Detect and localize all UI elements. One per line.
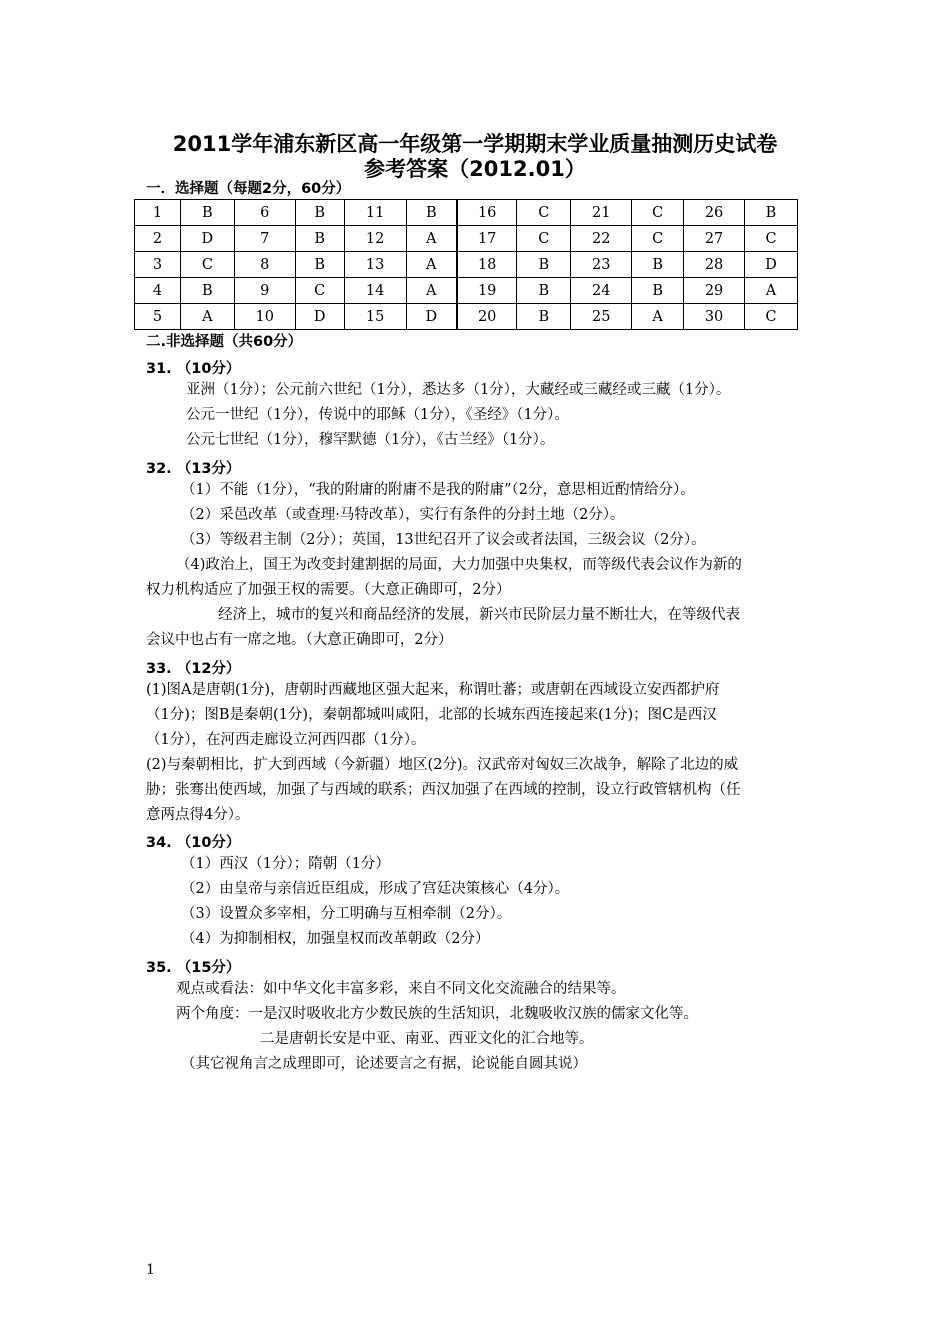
answer-cell: C <box>295 278 344 304</box>
question-number-cell: 4 <box>135 278 181 304</box>
q31-line: 公元一世纪（1分），传说中的耶稣（1分），《圣经》（1分）。 <box>186 407 569 423</box>
q32-line: 权力机构适应了加强王权的需要。（大意正确即可，2分） <box>146 582 511 598</box>
question-number-cell: 23 <box>571 252 632 278</box>
q31-heading: 31. （10分） <box>146 361 241 377</box>
q33-line: （1分)；图B是秦朝(1分)，秦朝都城叫咸阳，北部的长城东西连接起来(1分)；图C是西汉 <box>146 707 717 723</box>
question-number-cell: 30 <box>684 304 745 330</box>
answer-cell: B <box>180 278 234 304</box>
question-number-cell: 6 <box>234 200 295 226</box>
question-number-cell: 15 <box>344 304 406 330</box>
answer-cell: D <box>180 226 234 252</box>
q32-line: （2）采邑改革（或查理·马特改革），实行有条件的分封土地（2分）。 <box>181 507 625 523</box>
question-number-cell: 1 <box>135 200 181 226</box>
answer-row <box>135 304 798 330</box>
answer-cell: C <box>517 200 571 226</box>
question-number-cell: 29 <box>684 278 745 304</box>
q35-line: （其它视角言之成理即可，论述要言之有据，论说能自圆其说） <box>181 1056 587 1072</box>
question-number-cell: 5 <box>135 304 181 330</box>
q33-line: 胁；张骞出使西域，加强了与西域的联系；西汉加强了在西域的控制，设立行政管辖机构（任 <box>146 782 741 798</box>
q35-line: 观点或看法：如中华文化丰富多彩，来自不同文化交流融合的结果等。 <box>176 981 626 997</box>
q32-line: 会议中也占有一席之地。（大意正确即可，2分） <box>146 632 453 648</box>
question-number-cell: 28 <box>684 252 745 278</box>
q32-line: （4)政治上，国王为改变封建割据的局面，大力加强中央集权，而等级代表会议作为新的 <box>176 557 742 573</box>
q34-line: （1）西汉（1分）；隋朝（1分） <box>181 856 390 872</box>
answer-cell: C <box>517 226 571 252</box>
q35-line: 两个角度：一是汉时吸收北方少数民族的生活知识，北魏吸收汉族的儒家文化等。 <box>176 1006 698 1022</box>
q34-line: （2）由皇帝与亲信近臣组成，形成了宫廷决策核心（4分）。 <box>181 881 570 897</box>
q34-line: （4）为抑制相权，加强皇权而改革朝政（2分） <box>181 931 490 947</box>
answer-cell: B <box>632 278 684 304</box>
question-number-cell: 12 <box>344 226 406 252</box>
answer-cell: A <box>406 226 457 252</box>
q34-heading: 34. （10分） <box>146 835 241 851</box>
question-number-cell: 8 <box>234 252 295 278</box>
question-number-cell: 16 <box>457 200 517 226</box>
question-number-cell: 25 <box>571 304 632 330</box>
answer-row <box>135 226 798 252</box>
q33-heading: 33. （12分） <box>146 661 241 677</box>
answer-cell: B <box>517 304 571 330</box>
q32-line: （3）等级君主制（2分）；英国，13世纪召开了议会或者法国，三级会议（2分）。 <box>181 532 706 548</box>
question-number-cell: 9 <box>234 278 295 304</box>
answer-row <box>135 252 798 278</box>
section1-heading: 一．选择题（每题2分，60分） <box>146 181 351 197</box>
answer-cell: D <box>406 304 457 330</box>
question-number-cell: 11 <box>344 200 406 226</box>
q32-line: （1）不能（1分），“我的附庸的附庸不是我的附庸”（2分，意思相近酌情给分）。 <box>181 482 695 498</box>
question-number-cell: 13 <box>344 252 406 278</box>
q33-line: （1分），在河西走廊设立河西四郡（1分）。 <box>146 732 426 748</box>
answer-cell: B <box>745 200 798 226</box>
answer-cell: C <box>745 226 798 252</box>
question-number-cell: 17 <box>457 226 517 252</box>
answer-cell: D <box>295 304 344 330</box>
document-subtitle: 参考答案（2012.01） <box>364 157 586 181</box>
question-number-cell: 14 <box>344 278 406 304</box>
question-number-cell: 24 <box>571 278 632 304</box>
question-number-cell: 22 <box>571 226 632 252</box>
document-title: 2011学年浦东新区高一年级第一学期期末学业质量抽测历史试卷 <box>172 132 778 156</box>
q32-heading: 32. （13分） <box>146 461 241 477</box>
answer-cell: C <box>180 252 234 278</box>
question-number-cell: 3 <box>135 252 181 278</box>
question-number-cell: 19 <box>457 278 517 304</box>
q32-line: 经济上，城市的复兴和商品经济的发展，新兴市民阶层力量不断壮大，在等级代表 <box>218 607 740 623</box>
answer-cell: B <box>517 252 571 278</box>
answer-cell: C <box>632 226 684 252</box>
answer-cell: B <box>295 226 344 252</box>
answer-cell: B <box>295 252 344 278</box>
question-number-cell: 2 <box>135 226 181 252</box>
question-number-cell: 18 <box>457 252 517 278</box>
answer-cell: A <box>745 278 798 304</box>
question-number-cell: 26 <box>684 200 745 226</box>
answer-cell: D <box>745 252 798 278</box>
question-number-cell: 27 <box>684 226 745 252</box>
answer-table <box>134 199 798 330</box>
answer-cell: C <box>632 200 684 226</box>
question-number-cell: 21 <box>571 200 632 226</box>
section2-heading: 二.非选择题（共60分） <box>146 334 303 350</box>
q31-line: 公元七世纪（1分），穆罕默德（1分），《古兰经》（1分）。 <box>186 432 555 448</box>
answer-cell: B <box>517 278 571 304</box>
q31-line: 亚洲（1分）；公元前六世纪（1分），悉达多（1分），大藏经或三藏经或三藏（1分）。 <box>186 382 731 398</box>
q33-line: 意两点得4分）。 <box>146 807 250 823</box>
answer-cell: B <box>632 252 684 278</box>
question-number-cell: 10 <box>234 304 295 330</box>
question-number-cell: 20 <box>457 304 517 330</box>
answer-cell: A <box>406 252 457 278</box>
answer-row <box>135 200 798 226</box>
answer-cell: A <box>632 304 684 330</box>
answer-cell: C <box>745 304 798 330</box>
answer-cell: A <box>180 304 234 330</box>
answer-cell: A <box>406 278 457 304</box>
q35-line: 二是唐朝长安是中亚、南亚、西亚文化的汇合地等。 <box>260 1031 594 1047</box>
answer-cell: B <box>295 200 344 226</box>
question-number-cell: 7 <box>234 226 295 252</box>
q34-line: （3）设置众多宰相，分工明确与互相牵制（2分）。 <box>181 906 512 922</box>
q33-line: (1)图A是唐朝(1分)，唐朝时西藏地区强大起来，称谓吐蕃；或唐朝在西域设立安西都护府 <box>146 682 720 698</box>
answer-cell: B <box>180 200 234 226</box>
q33-line: (2)与秦朝相比，扩大到西域（今新疆）地区(2分)。汉武帝对匈奴三次战争，解除了北边的威 <box>146 757 739 773</box>
q35-heading: 35. （15分） <box>146 960 241 976</box>
answer-row <box>135 278 798 304</box>
answer-cell: B <box>406 200 457 226</box>
page-number: 1 <box>146 1262 155 1278</box>
